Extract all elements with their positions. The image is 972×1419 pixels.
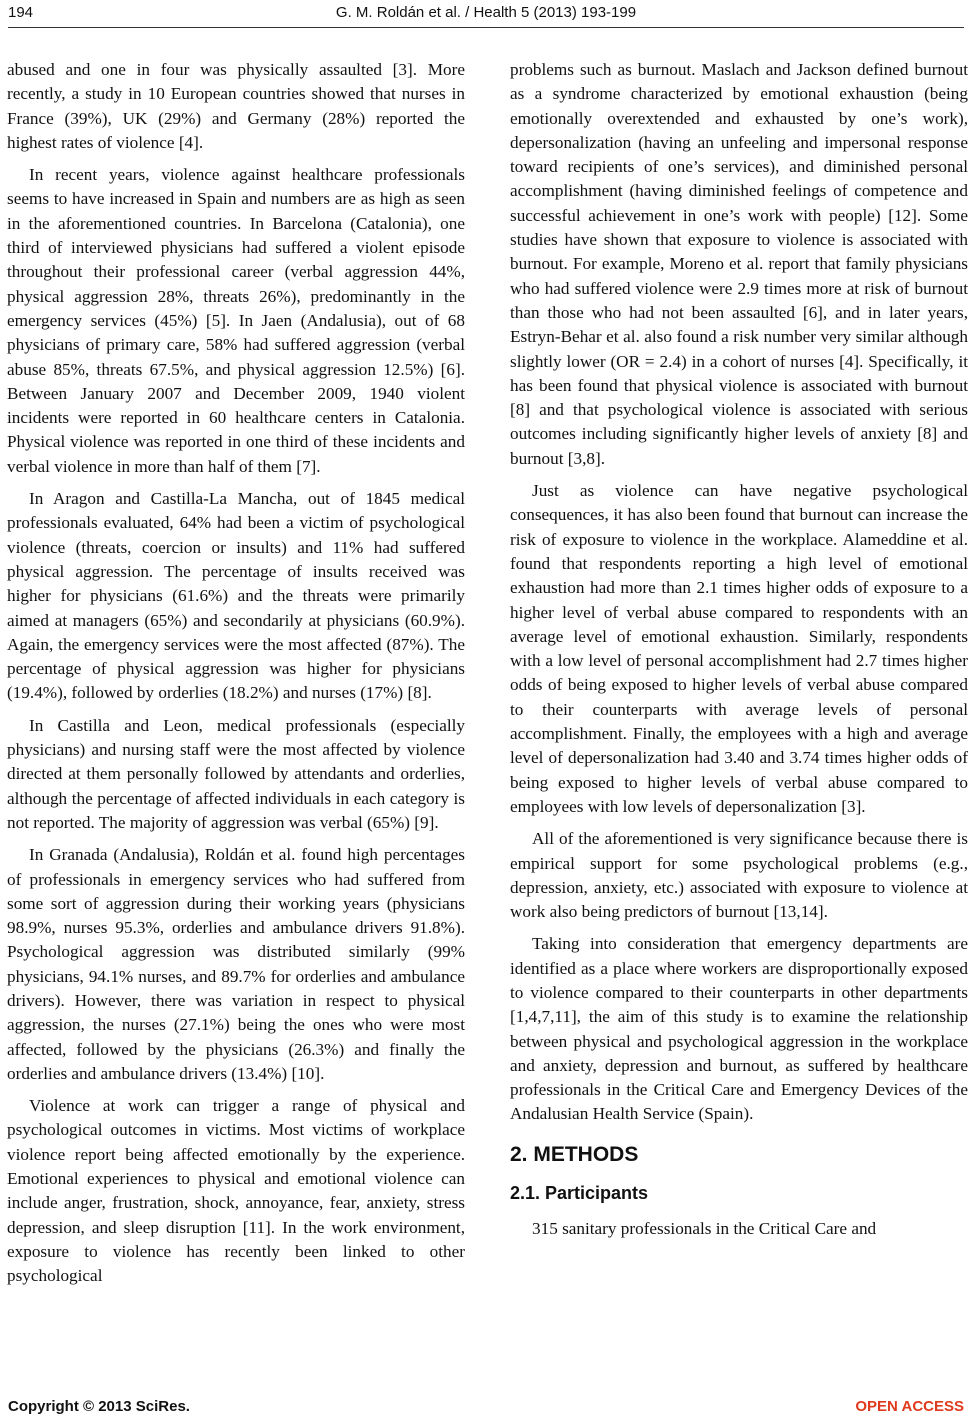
paragraph: In Castilla and Leon, medical professionals (especially physicians) and nursing staff were the most affected by violence directed at them personally followed by attendants and orderlies, although the percentage of affected individuals in each category is not reported. The majority of aggression was verbal (65%) [9]. xyxy=(7,715,465,832)
left-column xyxy=(7,58,465,1297)
footer-copyright: Copyright © 2013 SciRes. xyxy=(8,1398,190,1415)
section-heading: 2. METHODS xyxy=(510,1142,639,1166)
paragraph: Violence at work can trigger a range of physical and psychological outcomes in victims. Most victims of workplace violence report being affected emotionally by the experience. Emotional experiences to physical and emotional violence can include anger, frustration, shock, annoyance, fear, anxiety, stress depression, and sleep disruption [11]. In the work environment, exposure to violence has recently been linked to other psychological xyxy=(7,1096,465,1286)
paragraph: problems such as burnout. Maslach and Jackson defined burnout as a syndrome characterized by emotional exhaustion (being emotionally overextended and exhausted by one’s work), depersonalization (having an unfeeling and impersonal response toward recipients of one’s services), and diminished personal accomplishment (having diminished feelings of competence and successful achievement in one’s work with people) [12]. Some studies have shown that exposure to violence is associated with burnout. For example, Moreno et al. report that family physicians who had suffered violence were 2.9 times more at risk of burnout than those who had not been assaulted [6], and in later years, Estryn-Behar et al. also found a risk number very similar although slightly lower (OR = 2.4) in a cohort of nurses [4]. Specifically, it has been found that physical violence is associated with burnout [8] and that psychological violence is associated with serious outcomes including significantly higher levels of anxiety [8] and burnout [3,8]. xyxy=(510,60,968,468)
paragraph: abused and one in four was physically assaulted [3]. More recently, a study in 10 European countries showed that nurses in France (39%), UK (29%) and Germany (28%) reported the highest rates of violence [4]. xyxy=(7,60,465,152)
header-rule xyxy=(8,27,964,28)
paragraph: All of the aforementioned is very significance because there is empirical support for some psychological problems (e.g., depression, anxiety, etc.) associated with exposure to violence at work also being predictors of burnout [13,14]. xyxy=(510,829,968,922)
page-number: 194 xyxy=(8,4,34,21)
footer-open-access: OPEN ACCESS xyxy=(855,1398,964,1415)
subsection-heading: 2.1. Participants xyxy=(510,1183,649,1204)
paragraph: In recent years, violence against healthcare professionals seems to have increased in Spain and numbers are as high as seen in the aforementioned countries. In Barcelona (Catalonia), one third of interviewed physicians had suffered a violent episode throughout their professional career (verbal aggression 44%, physical aggression 28%, threats 26%), predominantly in the emergency services (45%) [5]. In Jaen (Andalusia), out of 68 physicians of primary care, 58% had suffered aggression (verbal abuse 85%, threats 67.5%, and physical aggression 12.5%) [6]. Between January 2007 and December 2009, 1940 violent incidents were reported in 60 healthcare centers in Catalonia. Physical violence was reported in one third of these incidents and verbal violence in more than half of them [7]. xyxy=(7,165,465,476)
paragraph: In Aragon and Castilla-La Mancha, out of 1845 medical professionals evaluated, 64% had been a victim of psychological violence (threats, coercion or insults) and 11% had suffered physical aggression. The percentage of insults received was higher for physicians (61.6%) and the threats were primarily aimed at managers (65%) and secondarily at physicians (60.9%). Again, the emergency services were the most affected (87%). The percentage of physical aggression was higher for physicians (19.4%), followed by orderlies (18.2%) and nurses (17%) [8]. xyxy=(7,489,465,703)
paragraph: In Granada (Andalusia), Roldán et al. found high percentages of professionals in emergency services who had suffered from some sort of aggression during their working years (physicians 98.9%, nurses 95.3%, orderlies and ambulance drivers 91.8%). Psychological aggression was distributed similarly (99% physicians, 94.1% nurses, and 89.7% for orderlies and ambulance drivers). However, there was variation in respect to physical aggression, the nurses (27.1%) being the ones who were most affected, followed by the physicians (26.3%) and finally the orderlies and ambulance drivers (13.4%) [10]. xyxy=(7,845,465,1083)
paragraph: Just as violence can have negative psychological consequences, it has also been found that burnout can increase the risk of exposure to violence in the workplace. Alameddine et al. found that respondents reporting a high level of emotional exhaustion had more than 2.1 times higher odds of exposure to a higher level of verbal abuse compared to respondents with an average level of emotional exhaustion. Similarly, respondents with a low level of personal accomplishment had 2.7 times higher odds of being exposed to higher levels of verbal abuse compared to their counterparts with average levels of personal accomplishment. Finally, the employees with a high and average level of depersonalization had 3.40 and 3.74 times higher odds of being exposed to higher levels of verbal abuse compared to employees with low levels of depersonalization [3]. xyxy=(510,481,968,816)
paragraph: 315 sanitary professionals in the Critical Care and xyxy=(532,1219,877,1239)
paragraph: Taking into consideration that emergency departments are identified as a place where workers are disproportionally exposed to violence compared to their counterparts in other departments [1,4,7,11], the aim of this study is to examine the relationship between physical and psychological aggression in the workplace and anxiety, depression and burnout, as suffered by healthcare professionals in the Critical Care and Emergency Devices of the Andalusian Health Service (Spain). xyxy=(510,934,968,1124)
running-header: G. M. Roldán et al. / Health 5 (2013) 193-199 xyxy=(335,4,637,21)
right-column xyxy=(510,58,968,1250)
